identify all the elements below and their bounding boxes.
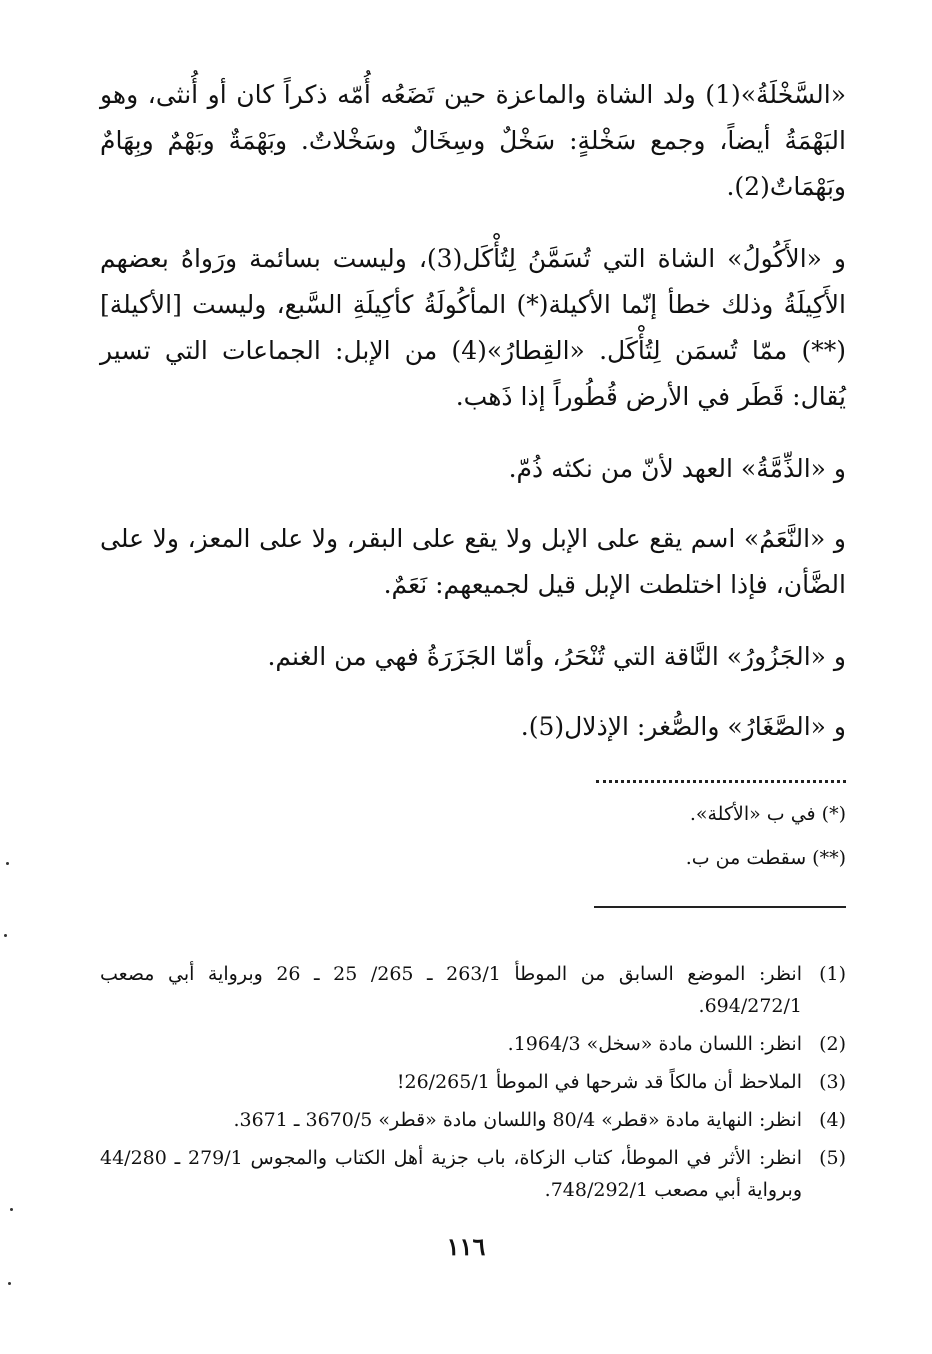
footnote [100,1142,846,1206]
dotted-separator [596,780,846,793]
scan-speck [10,1208,13,1211]
footnote-number: (1) [819,963,846,985]
footnote-number: (4) [819,1109,846,1131]
footnote-text: الملاحظ أن مالكاً قد شرحها في الموطأ 26/265/1! [396,1071,802,1093]
footnote [100,1104,846,1136]
footnote-text: انظر: الأثر في الموطأ، كتاب الزكاة، باب جزية أهل الكتاب والمجوس 279/1 ـ 44/280 وبرواية أبي مصعب 748/292/1. [100,1147,802,1201]
main-text [100,72,846,774]
paragraph-dhimma: و «الذِّمَّةُ» العهد لأنّ من نكثه ذُمّ. [508,454,846,483]
footnote-text: انظر: النهاية مادة «قطر» 80/4 واللسان مادة «قطر» 3670/5 ـ 3671. [233,1109,802,1131]
footnotes-list [100,958,846,1212]
editor-note: (*) في ب «الأكلة». [689,803,846,825]
page-number: ١١٦ [446,1232,486,1261]
paragraph-naam: و «النَّعَمُ» اسم يقع على الإبل ولا يقع على البقر، ولا على المعز، ولا على الضَّأن، فإذا اختلطت الإبل قيل لجميعهم: نَعَمٌ. [100,524,846,599]
footnote [100,1066,846,1098]
editor-note: (**) سقطت من ب. [685,847,846,869]
footnote-text: انظر: اللسان مادة «سخل» 1964/3. [507,1033,802,1055]
footnote-number: (3) [819,1071,846,1093]
footnote-text: انظر: الموضع السابق من الموطأ 263/1 ـ 265/ 25 ـ 26 وبرواية أبي مصعب 694/272/1. [100,963,802,1017]
paragraph-sakhla: «السَّخْلَةُ»(1) ولد الشاة والماعزة حين تَضَعُه أُمّه ذكراً كان أو أُنثى، وهو البَهْمَةُ أيضاً، وجمع سَخْلةٍ: سَخْلٌ وسِخَالٌ وسَخْلاتٌ. وبَهْمَةٌ وبَهْمٌ وبِهَامٌ وبَهْمَاتٌ(2). [100,80,846,201]
footnote-number: (5) [819,1147,846,1169]
footnote [100,1028,846,1060]
scan-speck [4,934,7,937]
footnote [100,958,846,1022]
footnote-rule [594,906,846,908]
paragraph-jazur: و «الجَزُورُ» النَّاقة التي تُنْحَرُ، وأمّا الجَزَرَةُ فهي من الغنم. [267,642,846,671]
footnote-number: (2) [819,1033,846,1055]
paragraph-akul: و «الأَكُولُ» الشاة التي تُسَمَّنُ لِتُأْكَل(3)، وليست بسائمة ورَواهُ بعضهم الأَكِيلَةُ وذلك خطأ إنّما الأكيلة(*) المأكُولَةُ كأكِيلَةِ السَّبع، وليست [الأكيلة](**) ممّا تُسمَن لِتُأْكَل. «القِطارُ»(4) من الإبل: الجماعات التي تسير يُقال: قَطَر في الأرض قُطُوراً إذا ذَهب. [100,244,847,411]
scan-speck [8,1282,11,1285]
paragraph-saghar: و «الصَّغَارُ» والصُّغر: الإذلال(5). [520,712,846,741]
scan-speck [6,862,9,865]
